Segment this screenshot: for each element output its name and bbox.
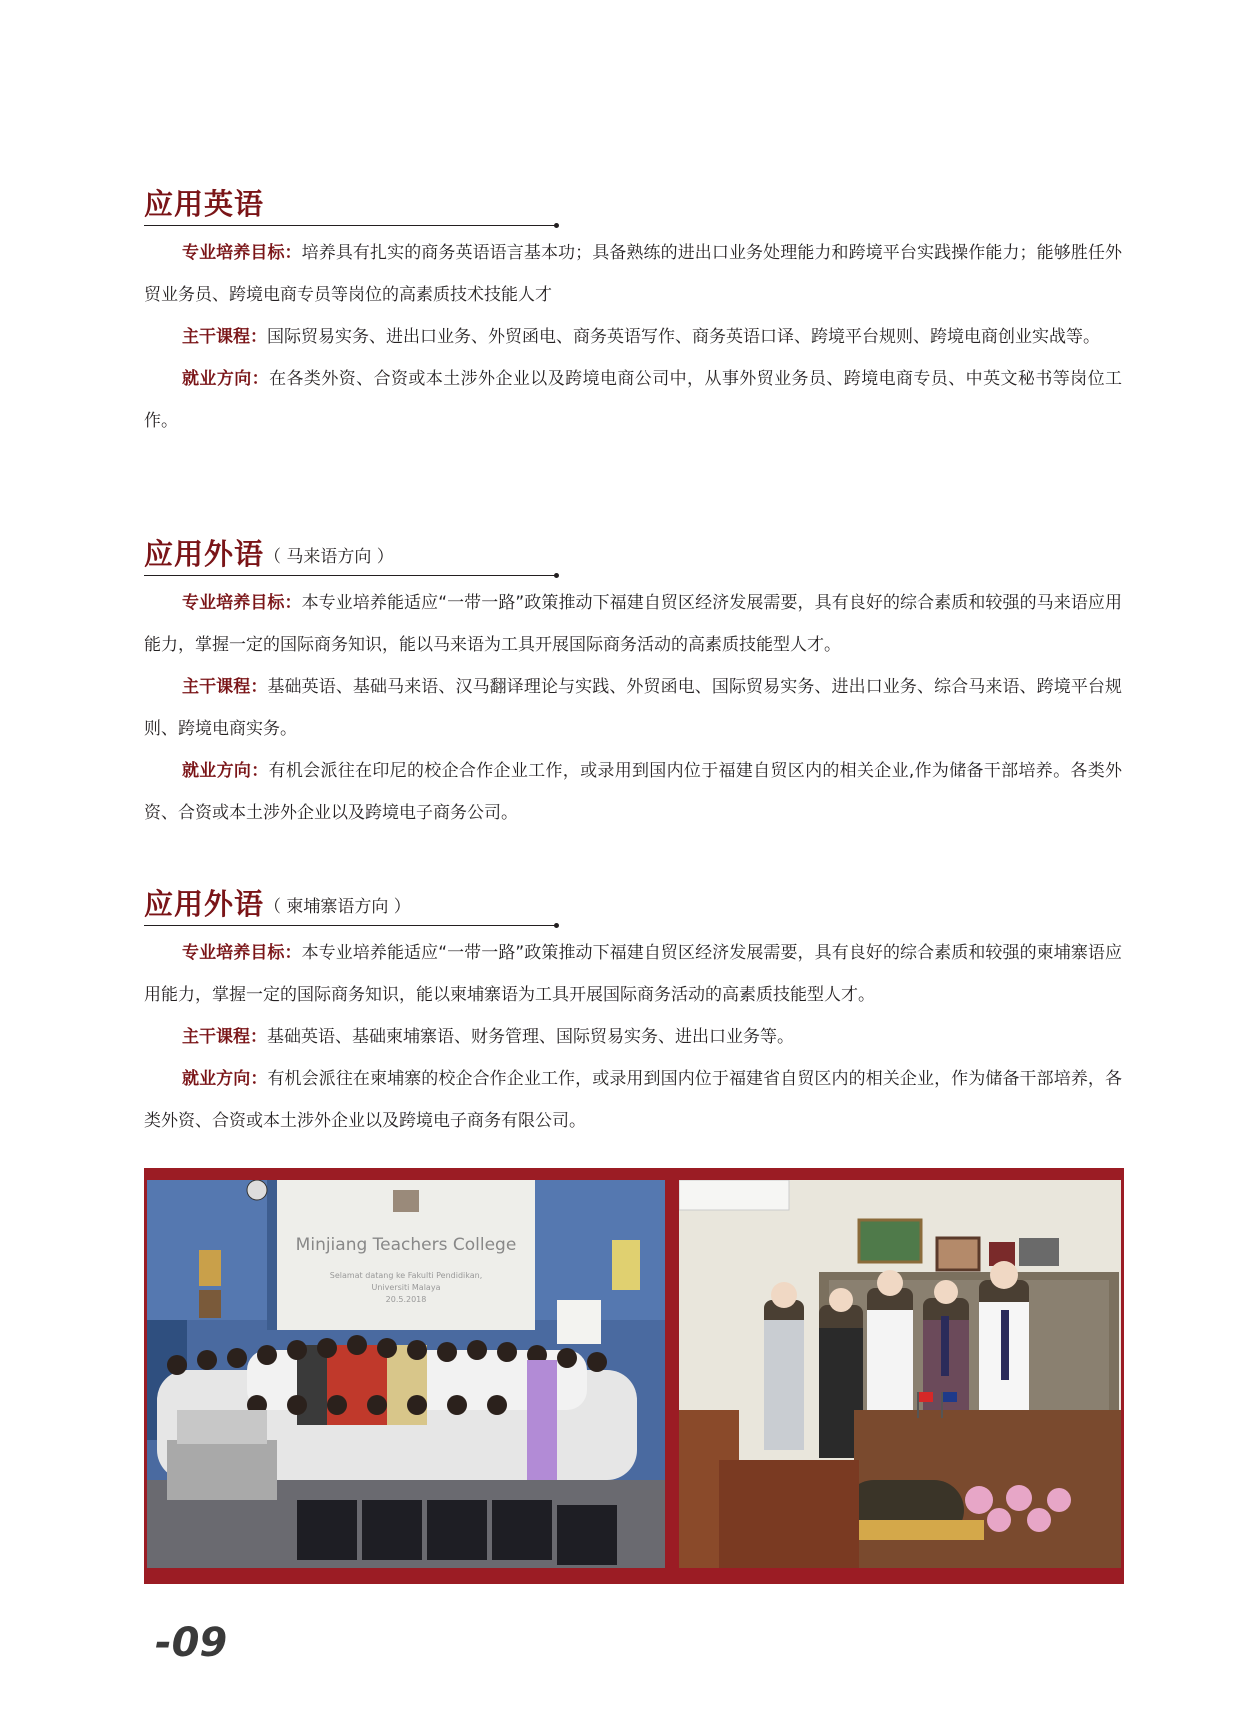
title-underline-dot [554, 923, 559, 928]
paragraph-employment [144, 358, 1122, 442]
section-title: 应用外语 [144, 537, 265, 571]
label-courses: 主干课程： [182, 327, 267, 347]
text-goal: 本专业培养能适应“一带一路”政策推动下福建自贸区经济发展需要，具有良好的综合素质和较强的柬埔寨语应用能力，掌握一定的国际商务知识，能以柬埔寨语为工具开展国际商务活动的高素质技能型人才。 [144, 943, 1122, 1005]
paragraph-employment [144, 1058, 1122, 1142]
section-title-block [144, 536, 562, 576]
classroom-illustration [147, 1180, 665, 1568]
section-subtitle: （ 柬埔寨语方向 ） [264, 897, 411, 917]
section-applied-english [144, 186, 1122, 442]
label-employment: 就业方向： [182, 761, 269, 781]
group-photo-classroom [147, 1180, 665, 1568]
text-employment: 在各类外资、合资或本土涉外企业以及跨境电商公司中，从事外贸业务员、跨境电商专员、中英文秘书等岗位工作。 [144, 369, 1123, 431]
label-employment: 就业方向： [182, 1069, 268, 1089]
text-goal: 本专业培养能适应“一带一路”政策推动下福建自贸区经济发展需要，具有良好的综合素质和较强的马来语应用能力，掌握一定的国际商务知识，能以马来语为工具开展国际商务活动的高素质技能型人才。 [144, 593, 1122, 655]
section-title-block [144, 186, 562, 226]
paragraph-goal [144, 932, 1122, 1016]
paragraph-courses [144, 316, 1122, 358]
section-title-block [144, 886, 562, 926]
section-applied-foreign-malay [144, 536, 1122, 834]
text-goal: 培养具有扎实的商务英语语言基本功；具备熟练的进出口业务处理能力和跨境平台实践操作能力；能够胜任外贸业务员、跨境电商专员等岗位的高素质技术技能人才 [144, 243, 1123, 305]
screen-line-3: 20.5.2018 [385, 1295, 427, 1304]
screen-title: Minjiang Teachers College [295, 1235, 517, 1255]
title-underline-dot [554, 573, 559, 578]
paragraph-courses [144, 666, 1122, 750]
label-courses: 主干课程： [182, 1027, 267, 1047]
text-courses: 基础英语、基础马来语、汉马翻译理论与实践、外贸函电、国际贸易实务、进出口业务、综合马来语、跨境平台规则、跨境电商实务。 [144, 677, 1123, 739]
text-courses: 国际贸易实务、进出口业务、外贸函电、商务英语写作、商务英语口译、跨境平台规则、跨境电商创业实战等。 [267, 327, 1100, 347]
text-employment: 有机会派往在印尼的校企合作企业工作，或录用到国内位于福建自贸区内的相关企业,作为储备干部培养。各类外资、合资或本土涉外企业以及跨境电子商务公司。 [144, 761, 1123, 823]
section-subtitle: （ 马来语方向 ） [264, 547, 394, 567]
paragraph-courses [144, 1016, 1122, 1058]
label-courses: 主干课程： [182, 677, 268, 697]
group-photo-office [679, 1180, 1121, 1568]
photo-band [144, 1168, 1124, 1584]
label-goal: 专业培养目标： [182, 243, 302, 263]
text-courses: 基础英语、基础柬埔寨语、财务管理、国际贸易实务、进出口业务等。 [267, 1027, 794, 1047]
label-goal: 专业培养目标： [182, 943, 302, 963]
title-underline [144, 575, 556, 576]
title-underline [144, 225, 556, 226]
office-illustration [679, 1180, 1121, 1568]
paragraph-employment [144, 750, 1122, 834]
screen-line-1: Selamat datang ke Fakulti Pendidikan, [329, 1271, 483, 1280]
college-logo [393, 1190, 419, 1212]
section-title: 应用英语 [144, 187, 265, 221]
text-employment: 有机会派往在柬埔寨的校企合作企业工作，或录用到国内位于福建省自贸区内的相关企业，作为储备干部培养，各类外资、合资或本土涉外企业以及跨境电子商务有限公司。 [144, 1069, 1123, 1131]
paragraph-goal [144, 582, 1122, 666]
title-underline-dot [554, 223, 559, 228]
title-underline [144, 925, 556, 926]
section-applied-foreign-khmer [144, 886, 1122, 1142]
screen-line-2: Universiti Malaya [371, 1283, 441, 1292]
page-number: -09 [155, 1620, 228, 1666]
label-employment: 就业方向： [182, 369, 270, 389]
paragraph-goal [144, 232, 1122, 316]
label-goal: 专业培养目标： [182, 593, 302, 613]
section-title: 应用外语 [144, 887, 265, 921]
